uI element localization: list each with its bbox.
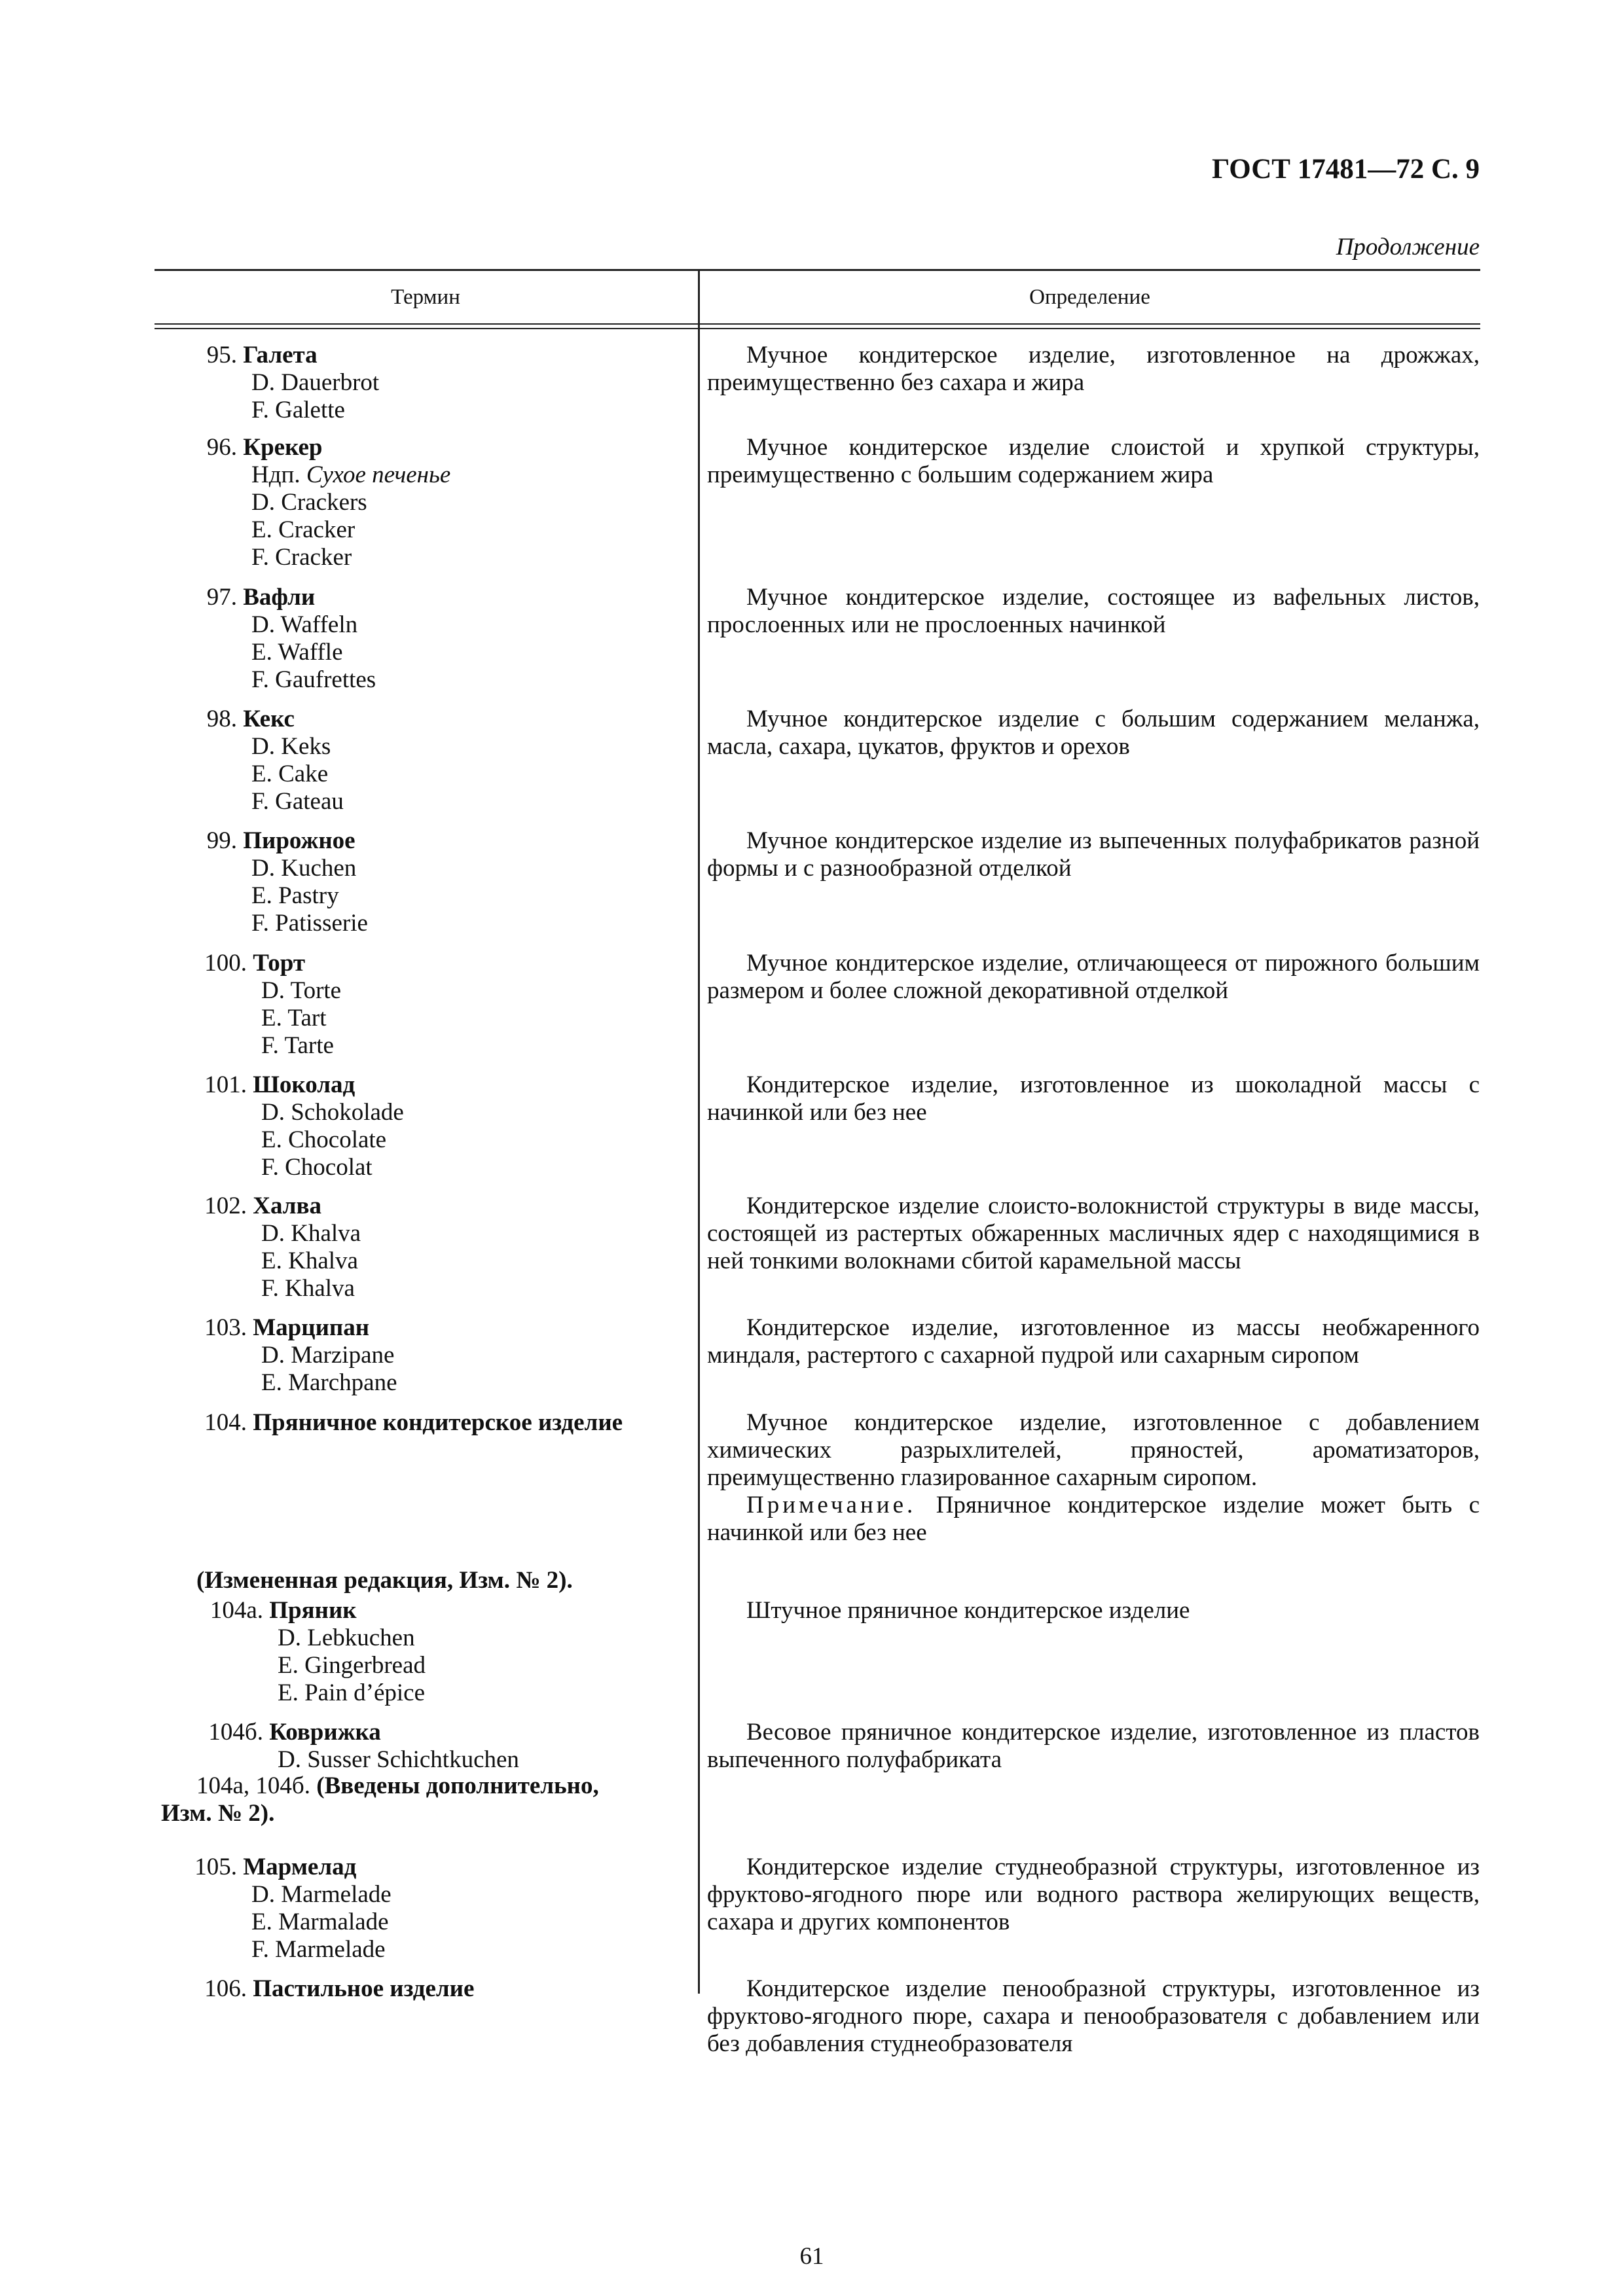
term-definition: Кондитерское изделие студнеобразной структуры, изготовленное из фруктово-ягодного пюре или водного раствора желирующих веществ, сахара и других компонентов (707, 1854, 1480, 1935)
term-entry (155, 1071, 691, 1181)
term-number: 104а. (210, 1597, 263, 1624)
term-translation: D. Waffeln (251, 611, 358, 638)
term-definition: Кондитерское изделие пенообразной структуры, изготовленное из фруктово-ягодного пюре, сахара и пенообразователя с добавлением или без добавления студнеобразователя (707, 1975, 1480, 2057)
table-column-divider (698, 269, 700, 1994)
term-number: 105. (194, 1854, 237, 1880)
term-translation: E. Cake (251, 761, 329, 787)
term-number: 101. (204, 1071, 247, 1098)
term-number: 95. (206, 342, 237, 368)
term-entry (155, 1314, 691, 1397)
term-name: Пряничное кондитерское изделие (247, 1409, 623, 1436)
term-translation: E. Tart (261, 1005, 327, 1031)
term-translation: F. Khalva (261, 1275, 355, 1302)
term-translation: E. Marmalade (251, 1909, 389, 1935)
term-translation: E. Khalva (261, 1247, 358, 1274)
term-translation: D. Marzipane (261, 1342, 395, 1369)
term-number: 97. (206, 584, 237, 611)
term-definition: Мучное кондитерское изделие, изготовленное с добавлением химических разрыхлителей, пряностей, ароматизаторов, преимущественно глазированное сахарным сиропом. Примечание. Пряничное кондитерское изделие может быть с начинкой или без нее (707, 1409, 1480, 1546)
term-translation: F. Marmelade (251, 1936, 386, 1963)
term-translation: E. Marchpane (261, 1369, 397, 1396)
definition-note: Примечание. Пряничное кондитерское изделие может быть с начинкой или без нее (707, 1492, 1480, 1546)
term-name: Халва (247, 1193, 322, 1219)
term-translation: F. Gaufrettes (251, 666, 376, 693)
term-entry (155, 1597, 691, 1707)
amendment-note-104: (Измененная редакция, Изм. № 2). (196, 1567, 573, 1594)
term-translation: E. Pastry (251, 882, 339, 909)
term-translation: D. Dauerbrot (251, 369, 380, 396)
term-name: Пряник (263, 1597, 357, 1624)
term-entry (155, 434, 691, 571)
term-name: Пирожное (237, 827, 356, 854)
term-definition: Мучное кондитерское изделие, состоящее из вафельных листов, прослоенных или не прослоенных начинкой (707, 584, 1480, 638)
term-number: 106. (204, 1975, 247, 2002)
term-number: 104. (204, 1409, 247, 1436)
term-name: Шоколад (247, 1071, 356, 1098)
column-header-term: Термин (391, 285, 460, 309)
document-header: ГОСТ 17481—72 С. 9 (1211, 154, 1480, 185)
term-translation: D. Khalva (261, 1220, 361, 1247)
term-name: Марципан (247, 1314, 370, 1341)
term-translation: D. Crackers (251, 489, 367, 516)
term-translation: F. Tarte (261, 1032, 334, 1059)
term-name: Коврижка (263, 1719, 381, 1746)
term-number: 104б. (208, 1719, 263, 1746)
page-number: 61 (799, 2243, 824, 2270)
term-translation: D. Schokolade (261, 1099, 404, 1126)
term-entry (155, 1193, 691, 1302)
term-definition: Кондитерское изделие, изготовленное из шоколадной массы с начинкой или без нее (707, 1071, 1480, 1126)
term-translation: E. Waffle (251, 639, 343, 666)
term-number: 102. (204, 1193, 247, 1219)
term-definition: Мучное кондитерское изделие, отличающееся от пирожного большим размером и более сложной декоративной отделкой (707, 950, 1480, 1004)
term-translation: D. Lebkuchen (278, 1624, 415, 1651)
term-definition: Кондитерское изделие, изготовленное из массы необжаренного миндаля, растертого с сахарной пудрой или сахарным сиропом (707, 1314, 1480, 1369)
term-number: 96. (206, 434, 237, 461)
term-entry (155, 827, 691, 937)
term-translation: D. Marmelade (251, 1881, 392, 1908)
term-entry (155, 950, 691, 1060)
term-entry (155, 1409, 691, 1437)
term-name: Пастильное изделие (247, 1975, 475, 2002)
amendment-text: (Введены дополнительно, (316, 1772, 599, 1799)
term-definition: Мучное кондитерское изделие слоистой и хрупкой структуры, преимущественно с большим содержанием жира (707, 434, 1480, 488)
amendment-items: 104а, 104б. (196, 1772, 310, 1799)
term-entry (155, 342, 691, 424)
amendment-note-104a-104b-cont: Изм. № 2). (161, 1800, 275, 1827)
term-number: 100. (204, 950, 247, 977)
term-translation: F. Patisserie (251, 910, 368, 937)
term-name: Торт (247, 950, 306, 977)
term-definition: Мучное кондитерское изделие из выпеченных полуфабрикатов разной формы и с разнообразной отделкой (707, 827, 1480, 882)
term-definition: Кондитерское изделие слоисто-волокнистой структуры в виде массы, состоящей из растертых обжаренных масличных ядер с находящимися в ней тонкими волокнами сбитой карамельной массы (707, 1193, 1480, 1274)
term-entry (155, 584, 691, 694)
amendment-note-104a-104b (196, 1772, 694, 1800)
term-definition: Мучное кондитерское изделие, изготовленное на дрожжах, преимущественно без сахара и жира (707, 342, 1480, 396)
column-header-definition: Определение (1029, 285, 1150, 309)
term-number: 98. (206, 706, 237, 732)
term-translation: F. Chocolat (261, 1154, 373, 1181)
table-top-rule (155, 269, 1480, 271)
term-not-recommended: Ндп. Сухое печенье (251, 461, 451, 488)
term-name: Мармелад (237, 1854, 357, 1880)
term-entry (155, 1719, 691, 1774)
term-translation: D. Torte (261, 977, 342, 1004)
term-number: 99. (206, 827, 237, 854)
term-translation: E. Gingerbread (278, 1652, 426, 1679)
term-definition: Штучное пряничное кондитерское изделие (746, 1597, 1190, 1624)
term-translation: D. Susser Schichtkuchen (278, 1746, 519, 1773)
term-translation: E. Pain d’épice (278, 1679, 425, 1706)
term-name: Крекер (237, 434, 323, 461)
term-entry (155, 1854, 691, 1964)
continued-label: Продолжение (1336, 234, 1480, 260)
term-translation: F. Cracker (251, 544, 352, 571)
term-translation: F. Gateau (251, 788, 344, 815)
term-name: Кекс (237, 706, 295, 732)
term-name: Вафли (237, 584, 316, 611)
term-translation: D. Kuchen (251, 855, 357, 882)
term-translation: F. Galette (251, 397, 345, 423)
term-definition: Весовое пряничное кондитерское изделие, изготовленное из пластов выпеченного полуфабриката (707, 1719, 1480, 1773)
term-translation: E. Cracker (251, 516, 356, 543)
term-definition: Мучное кондитерское изделие с большим содержанием меланжа, масла, сахара, цукатов, фруктов и орехов (707, 706, 1480, 760)
term-entry (155, 1975, 691, 2003)
term-number: 103. (204, 1314, 247, 1341)
term-entry (155, 706, 691, 816)
term-name: Галета (237, 342, 318, 368)
term-translation: E. Chocolate (261, 1126, 387, 1153)
term-translation: D. Keks (251, 733, 331, 760)
table-header-rule (155, 323, 1480, 329)
